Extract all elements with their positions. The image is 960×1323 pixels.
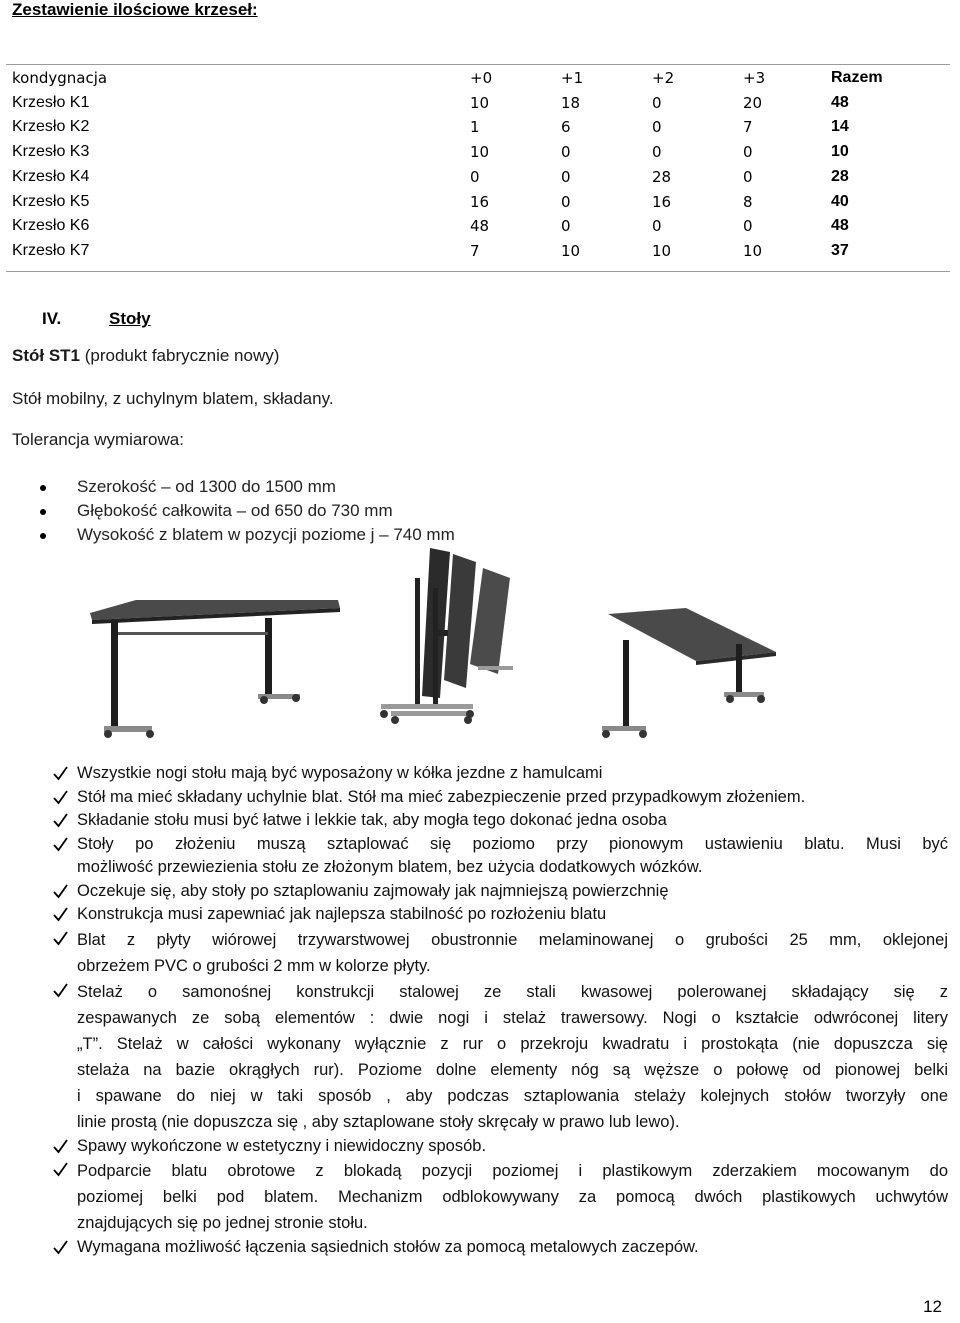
quantity-cell: 20 <box>743 93 763 112</box>
quantity-cell: 7 <box>470 241 480 260</box>
dimension-item: Wysokość z blatem w pozycji poziome j – 740 mm <box>40 523 455 547</box>
quantity-cell: 0 <box>652 93 662 112</box>
quantity-cell: 1 <box>470 118 480 137</box>
requirement-item <box>52 809 948 833</box>
quantity-cell: 48 <box>470 217 490 236</box>
requirement-text-line: Stół ma mieć składany uchylnie blat. Stół ma mieć zabezpieczenie przed przypadkowym złożeniem. <box>77 787 806 806</box>
table-header-cell: Razem <box>831 69 883 86</box>
table-row <box>12 140 891 165</box>
quantity-cell: 0 <box>470 167 480 186</box>
product-note: (produkt fabrycznie nowy) <box>84 346 280 365</box>
total-cell: 28 <box>831 167 849 185</box>
checkmark-icon <box>52 930 69 947</box>
requirement-text-line: Konstrukcja musi zapewniać jak najlepsza stabilność po rozłożeniu blatu <box>77 905 607 923</box>
table-header-cell: +1 <box>561 69 584 87</box>
checkmark-icon <box>52 789 69 806</box>
table-photo-open <box>90 600 340 738</box>
checkmark-icon <box>52 765 69 782</box>
requirements-list <box>52 762 948 1260</box>
requirement-item <box>52 1158 948 1236</box>
table-header-cell: +0 <box>470 69 493 87</box>
quantity-cell: 0 <box>652 118 662 137</box>
quantity-cell: 10 <box>561 241 581 260</box>
total-cell: 14 <box>831 118 849 136</box>
table-header-cell: +3 <box>743 69 766 87</box>
requirement-text-line: poziomej belki pod blatem. Mechanizm odblokowywany za pomocą dwóch plastikowych uchwytów <box>77 1188 948 1206</box>
quantity-cell: 0 <box>561 217 571 236</box>
quantity-cell: 0 <box>561 167 571 186</box>
table-header-cell: +2 <box>652 69 675 87</box>
bullet-icon <box>40 509 46 515</box>
total-cell: 10 <box>831 143 849 161</box>
requirement-text-line: możliwość przewiezienia stołu ze złożonym blatem, bez użycia dodatkowych wózków. <box>77 858 703 876</box>
table-row <box>12 214 891 239</box>
chair-name-cell: Krzesło K7 <box>12 241 90 259</box>
quantity-cell: 0 <box>743 167 753 186</box>
requirement-item <box>52 833 948 880</box>
requirement-text-line: Blat z płyty wiórowej trzywarstwowej obustronnie melaminowanej o grubości 25 mm, oklejonej <box>77 930 948 949</box>
chair-name-cell: Krzesło K3 <box>12 143 90 161</box>
table-row <box>12 190 891 215</box>
quantity-cell: 0 <box>743 217 753 236</box>
requirement-text-line: Wymagana możliwość łączenia sąsiednich stołów za pomocą metalowych zaczepów. <box>77 1238 699 1256</box>
requirement-item <box>52 1135 948 1159</box>
requirement-text-line: Wszystkie nogi stołu mają być wyposażony w kółka jezdne z hamulcami <box>77 764 603 782</box>
requirement-text-line: Spawy wykończone w estetyczny i niewidoczny sposób. <box>77 1136 487 1155</box>
table-header-cell: kondygnacja <box>12 69 108 87</box>
requirement-text-line: znajdujących się po jednej stronie stołu. <box>77 1214 368 1232</box>
quantity-cell: 10 <box>470 93 490 112</box>
chair-name-cell: Krzesło K4 <box>12 167 90 185</box>
quantity-cell: 18 <box>561 93 581 112</box>
checkmark-icon <box>52 812 69 829</box>
checkmark-icon <box>52 836 69 853</box>
total-cell: 48 <box>831 217 849 235</box>
table-header-row <box>12 66 891 91</box>
requirement-text-line: linie prostą (nie dopuszcza się , aby sztaplowane stoły skręcały w prawo lub lewo). <box>77 1112 680 1131</box>
requirement-text-line: i spawane do niej w taki sposób , aby podczas sztaplowania stelaży kolejnych stołów tworzyły one <box>77 1086 948 1105</box>
checkmark-icon <box>52 883 69 900</box>
checkmark-icon <box>52 982 69 999</box>
requirement-item <box>52 880 948 904</box>
chairs-summary-heading: Zestawienie ilościowe krzeseł: <box>12 0 258 19</box>
requirement-item <box>52 786 948 810</box>
chair-name-cell: Krzesło K1 <box>12 93 90 111</box>
requirement-text-line: „T”. Stelaż w całości wykonany wyłącznie z rur o przekroju kwadratu i prostokąta (nie dopuszcza się <box>77 1034 948 1053</box>
quantity-cell: 10 <box>652 241 672 260</box>
quantity-cell: 0 <box>561 192 571 211</box>
requirement-item <box>52 927 948 979</box>
section-title: Stoły <box>109 309 151 328</box>
quantity-cell: 0 <box>652 217 662 236</box>
table-photos <box>78 548 798 743</box>
quantity-cell: 0 <box>743 143 753 162</box>
total-cell: 40 <box>831 192 849 210</box>
requirement-item <box>52 903 948 927</box>
requirement-text-line: Oczekuje się, aby stoły po sztaplowaniu zajmowały jak najmniejszą powierzchnię <box>77 881 669 900</box>
requirement-text-line: Składanie stołu musi być łatwe i lekkie tak, aby mogła tego dokonać jedna osoba <box>77 811 667 829</box>
tolerance-label: Tolerancja wymiarowa: <box>12 430 184 449</box>
bullet-icon <box>40 533 46 539</box>
checkmark-icon <box>52 1138 69 1155</box>
chair-name-cell: Krzesło K5 <box>12 192 90 210</box>
table-row <box>12 165 891 190</box>
section-number: IV. <box>42 309 62 328</box>
total-cell: 37 <box>831 241 849 259</box>
quantity-cell: 7 <box>743 118 753 137</box>
page-number: 12 <box>923 1297 942 1316</box>
requirement-text-line: zespawanych ze sobą elementów : dwie nogi i stelaż trawersowy. Nogi o kształcie odwróconej litery <box>77 1008 948 1027</box>
requirement-text-line: Podparcie blatu obrotowe z blokadą pozycji poziomej i plastikowym zderzakiem mocowanym do <box>77 1162 948 1180</box>
quantity-cell: 0 <box>652 143 662 162</box>
requirement-text-line: Stelaż o samonośnej konstrukcji stalowej ze stali kwasowej polerowanej składający się z <box>77 982 948 1001</box>
requirement-item <box>52 762 948 786</box>
checkmark-icon <box>52 906 69 923</box>
quantity-cell: 28 <box>652 167 672 186</box>
requirement-text-line: obrzeżem PVC o grubości 2 mm w kolorze płyty. <box>77 956 431 975</box>
product-description: Stół mobilny, z uchylnym blatem, składany. <box>12 389 334 408</box>
dimension-item: Szerokość – od 1300 do 1500 mm <box>40 475 455 499</box>
table-row <box>12 91 891 116</box>
quantity-cell: 0 <box>561 143 571 162</box>
chair-name-cell: Krzesło K2 <box>12 118 90 136</box>
table-row <box>12 239 891 264</box>
requirement-item <box>52 979 948 1135</box>
checkmark-icon <box>52 1161 69 1178</box>
chairs-quantity-table <box>12 66 891 264</box>
chair-name-cell: Krzesło K6 <box>12 217 90 235</box>
quantity-cell: 16 <box>470 192 490 211</box>
product-line <box>12 346 279 366</box>
table-row <box>12 115 891 140</box>
quantity-cell: 10 <box>470 143 490 162</box>
table-photo-stacked <box>380 548 513 724</box>
dimensions-list <box>40 475 455 547</box>
bullet-icon <box>40 485 46 491</box>
requirement-item <box>52 1236 948 1260</box>
dimension-item: Głębokość całkowita – od 650 do 730 mm <box>40 499 455 523</box>
quantity-cell: 8 <box>743 192 753 211</box>
requirement-text-line: Stoły po złożeniu muszą sztaplować się poziomo przy pionowym ustawieniu blatu. Musi być <box>77 834 948 853</box>
quantity-cell: 10 <box>743 241 763 260</box>
quantity-cell: 6 <box>561 118 571 137</box>
total-cell: 48 <box>831 93 849 111</box>
table-photo-tilted <box>602 608 776 738</box>
requirement-text-line: stelaża na bazie okrągłych rur). Poziome dolne elementy nóg są węższe o połowę od pionowej belki <box>77 1060 948 1079</box>
checkmark-icon <box>52 1239 69 1256</box>
product-name: Stół ST1 <box>12 346 81 365</box>
quantity-cell: 16 <box>652 192 672 211</box>
